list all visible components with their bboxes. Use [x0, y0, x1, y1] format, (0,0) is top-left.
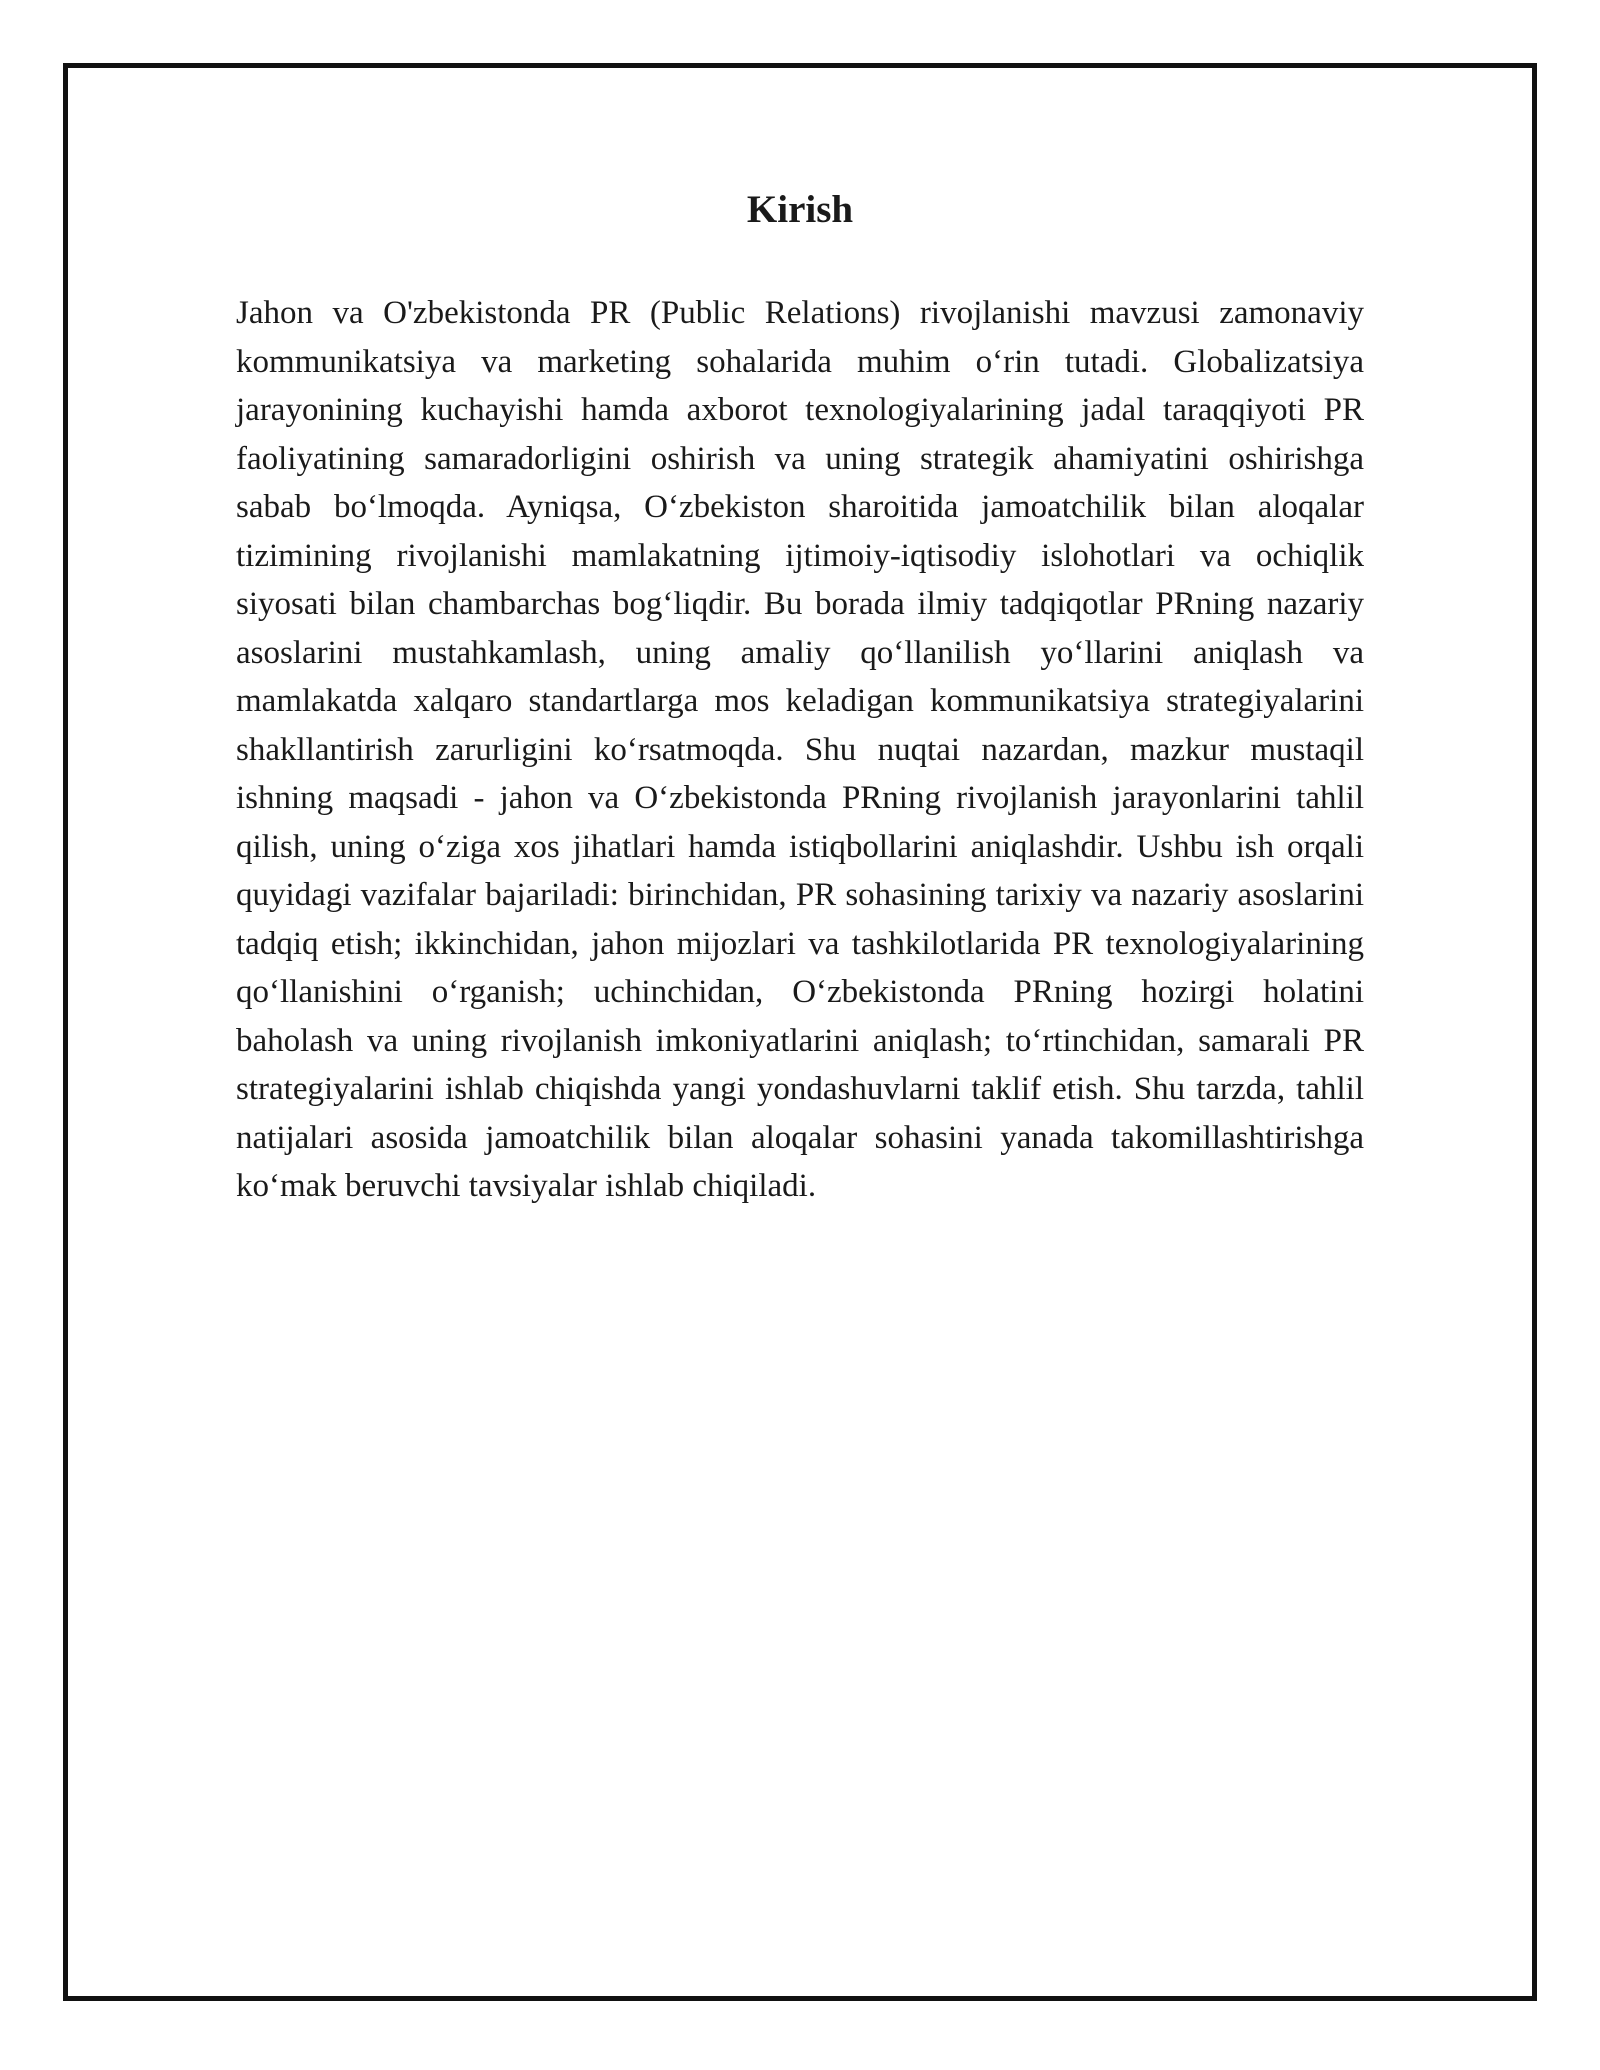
- page-title: Kirish: [746, 188, 854, 231]
- body-paragraph: Jahon va O'zbekistonda PR (Public Relations) rivojlanishi mavzusi zamonaviy kommunikatsiya va marketing sohalarida muhim oʻrin tutadi. Globalizatsiya jarayonining kuchayishi hamda axborot texnologiyalarining jadal taraqqiyoti PR faoliyatining samaradorligini oshirish va uning strategik ahamiyatini oshirishga sabab boʻlmoqda. Ayniqsa, Oʻzbekiston sharoitida jamoatchilik bilan aloqalar tizimining rivojlanishi mamlakatning ijtimoiy-iqtisodiy islohotlari va ochiqlik siyosati bilan chambarchas bogʻliqdir. Bu borada ilmiy tadqiqotlar PRning nazariy asoslarini mustahkamlash, uning amaliy qoʻllanilish yoʻllarini aniqlash va mamlakatda xalqaro standartlarga mos keladigan kommunikatsiya strategiyalarini shakllantirish zarurligini koʻrsatmoqda. Shu nuqtai nazardan, mazkur mustaqil ishning maqsadi - jahon va Oʻzbekistonda PRning rivojlanish jarayonlarini tahlil qilish, uning oʻziga xos jihatlari hamda istiqbollarini aniqlashdir. Ushbu ish orqali quyidagi vazifalar bajariladi: birinchidan, PR sohasining tarixiy va nazariy asoslarini tadqiq etish; ikkinchidan, jahon mijozlari va tashkilotlarida PR texnologiyalarining qoʻllanishini oʻrganish; uchinchidan, Oʻzbekistonda PRning hozirgi holatini baholash va uning rivojlanish imkoniyatlarini aniqlash; toʻrtinchidan, samarali PR strategiyalarini ishlab chiqishda yangi yondashuvlarni taklif etish. Shu tarzda, tahlil natijalari asosida jamoatchilik bilan aloqalar sohasini yanada takomillashtirishga koʻmak beruvchi tavsiyalar ishlab chiqiladi.: [236, 295, 1364, 1204]
